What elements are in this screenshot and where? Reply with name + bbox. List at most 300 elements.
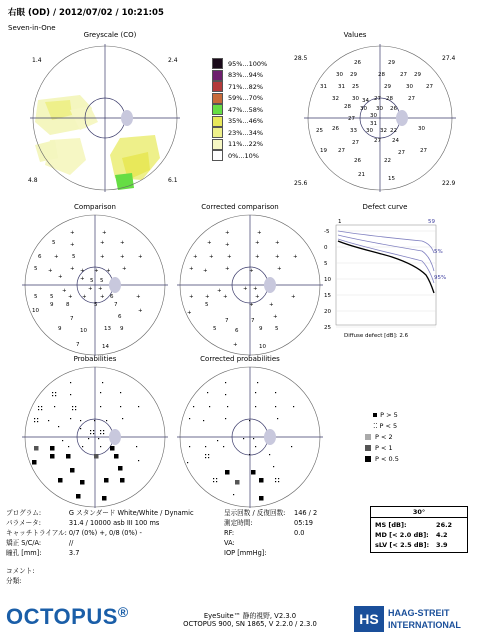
svg-text:30: 30: [406, 84, 413, 90]
svg-text:+: +: [207, 240, 212, 246]
probabilities-map: [10, 362, 190, 512]
prob-mark: [253, 438, 254, 439]
report-subtitle: Seven-in-One: [8, 24, 56, 32]
prob-mark: [205, 457, 206, 458]
svg-text:+: +: [253, 286, 258, 292]
prob-mark: [93, 433, 94, 434]
svg-text:+: +: [275, 240, 280, 246]
svg-text:28: 28: [344, 104, 351, 110]
greyscale-legend-item: 95%...100%: [212, 58, 267, 70]
prob-mark: [189, 418, 190, 419]
svg-text:+: +: [98, 286, 103, 292]
svg-text:22: 22: [390, 128, 397, 134]
prob-mark: [103, 433, 104, 434]
prob-mark: [217, 440, 218, 441]
svg-text:7: 7: [251, 318, 255, 324]
prob-mark: [273, 466, 274, 467]
svg-text:5: 5: [52, 240, 56, 246]
svg-text:7: 7: [76, 342, 80, 348]
prob-mark: [70, 394, 71, 395]
prob-mark: [68, 446, 69, 447]
svg-text:+: +: [94, 268, 99, 274]
svg-text:6: 6: [38, 254, 42, 260]
prob-mark: [213, 481, 214, 482]
comparison-map: [10, 210, 190, 360]
svg-text:+: +: [138, 254, 143, 260]
values-corner-bl: 25.6: [294, 180, 308, 187]
svg-text:27: 27: [400, 72, 407, 78]
defect-curve-tick: 15: [324, 293, 331, 299]
svg-text:+: +: [62, 288, 67, 294]
prob-mark: [88, 438, 89, 439]
svg-text:8: 8: [66, 302, 70, 308]
prob-mark: [100, 433, 101, 434]
prob-mark: [34, 446, 39, 451]
prob-mark: [225, 394, 226, 395]
svg-text:+: +: [88, 286, 93, 292]
legend-p-lt-1: P < 1: [365, 443, 399, 454]
defect-curve-tick: 10: [324, 277, 331, 283]
prob-mark: [50, 454, 55, 459]
prob-mark: [94, 454, 99, 459]
greyscale-patches: [35, 95, 160, 190]
prob-mark: [269, 454, 270, 455]
svg-text:28: 28: [378, 72, 385, 78]
prob-mark: [120, 406, 121, 407]
defect-curve-tick: -5: [324, 229, 330, 235]
prob-mark: [189, 446, 190, 447]
prob-mark: [225, 470, 230, 475]
svg-text:+: +: [100, 254, 105, 260]
prob-mark: [38, 406, 39, 407]
svg-text:+: +: [120, 254, 125, 260]
prob-mark: [80, 420, 81, 421]
svg-text:+: +: [269, 302, 274, 308]
legend-swatch: [212, 127, 223, 138]
legend-swatch: [212, 58, 223, 69]
svg-text:+: +: [255, 254, 260, 260]
svg-text:+: +: [193, 254, 198, 260]
prob-mark: [106, 420, 107, 421]
svg-text:27: 27: [338, 148, 345, 154]
prob-mark: [100, 406, 101, 407]
svg-text:+: +: [249, 268, 254, 274]
svg-text:32: 32: [380, 128, 387, 134]
greyscale-legend-item: 11%...22%: [212, 139, 267, 151]
prob-mark: [75, 409, 76, 410]
svg-text:14: 14: [102, 344, 109, 350]
prob-mark: [205, 446, 206, 447]
svg-text:5: 5: [275, 326, 279, 332]
svg-text:27: 27: [420, 148, 427, 154]
prob-mark: [55, 392, 56, 393]
prob-mark: [72, 409, 73, 410]
svg-text:5: 5: [205, 302, 209, 308]
greyscale-corner-br: 6.1: [168, 177, 178, 184]
prob-mark: [100, 446, 101, 447]
svg-text:5: 5: [34, 294, 38, 300]
svg-text:26: 26: [332, 126, 339, 132]
svg-text:31: 31: [370, 121, 377, 127]
svg-text:+: +: [68, 294, 73, 300]
legend-swatch: [212, 81, 223, 92]
haag-streit-logo: HS HAAG-STREIT INTERNATIONAL: [354, 604, 474, 636]
greyscale-legend-item: 71%...82%: [212, 81, 267, 93]
svg-text:+: +: [203, 268, 208, 274]
prob-mark: [209, 406, 210, 407]
prob-mark: [249, 420, 250, 421]
prob-mark: [34, 418, 35, 419]
hs-logo-icon: HS: [354, 606, 384, 632]
prob-mark: [275, 392, 276, 393]
svg-text:+: +: [243, 286, 248, 292]
svg-text:7: 7: [70, 316, 74, 322]
svg-text:+: +: [136, 294, 141, 300]
prob-mark: [32, 460, 37, 465]
prob-mark: [70, 382, 71, 383]
legend-p-lt-5: ⁚⁚ P < 5: [373, 422, 398, 430]
corrected-probabilities-map: [165, 362, 345, 512]
legend-swatch: [212, 93, 223, 104]
defect-curve-tick: 20: [324, 309, 331, 315]
svg-text:15: 15: [388, 176, 395, 182]
svg-text:+: +: [122, 266, 127, 272]
comment-label: コメント:: [6, 567, 35, 575]
prob-mark: [136, 446, 137, 447]
svg-text:+: +: [82, 294, 87, 300]
values-corner-br: 22.9: [442, 180, 456, 187]
defect-curve-chart: [322, 213, 452, 348]
svg-text:+: +: [54, 254, 59, 260]
svg-text:19: 19: [320, 148, 327, 154]
legend-swatch: [212, 70, 223, 81]
prob-mark: [103, 430, 104, 431]
svg-text:+: +: [138, 308, 143, 314]
defect-curve-tick: 25: [324, 325, 331, 331]
probabilities-title: Probabilities: [73, 355, 117, 363]
svg-text:+: +: [100, 294, 105, 300]
defect-curve-axis: [324, 229, 436, 331]
prob-mark: [110, 446, 115, 451]
defect-curve-tick: 5: [324, 261, 328, 267]
greyscale-corner-tr: 2.4: [168, 57, 178, 64]
prob-mark: [138, 460, 139, 461]
svg-text:6: 6: [118, 314, 122, 320]
svg-text:+: +: [233, 342, 238, 348]
svg-text:24: 24: [392, 138, 399, 144]
greyscale-legend-item: 83%...94%: [212, 70, 267, 82]
greyscale-legend-item: 59%...70%: [212, 93, 267, 105]
prob-mark: [76, 494, 81, 499]
svg-text:5: 5: [100, 278, 104, 284]
svg-text:25: 25: [352, 84, 359, 90]
svg-text:+: +: [48, 268, 53, 274]
prob-mark: [187, 462, 188, 463]
svg-text:26: 26: [354, 158, 361, 164]
prob-mark: [90, 433, 91, 434]
greyscale-corner-tl: 1.4: [32, 57, 42, 64]
diagnosis-label: 分類:: [6, 577, 22, 585]
svg-text:27: 27: [352, 140, 359, 146]
prob-mark: [62, 440, 63, 441]
probability-legend: [365, 410, 399, 465]
svg-text:+: +: [227, 254, 232, 260]
prob-mark: [225, 418, 226, 419]
prob-mark: [80, 480, 85, 485]
svg-text:32: 32: [332, 96, 339, 102]
prob-mark: [278, 478, 279, 479]
svg-text:26: 26: [354, 60, 361, 66]
legend-p-gt-5: P > 5: [365, 410, 399, 421]
values-title: Values: [343, 31, 367, 39]
greyscale-legend-item: 35%...46%: [212, 116, 267, 128]
prob-mark: [293, 406, 294, 407]
greyscale-legend: [212, 58, 267, 162]
defect-curve-pct-5: 5%: [434, 249, 443, 255]
svg-text:22: 22: [384, 158, 391, 164]
legend-swatch: [212, 150, 223, 161]
svg-text:+: +: [58, 274, 63, 280]
svg-text:27: 27: [374, 138, 381, 144]
svg-text:+: +: [223, 294, 228, 300]
legend-swatch: [212, 139, 223, 150]
prob-mark: [55, 395, 56, 396]
greyscale-legend-item: 47%...58%: [212, 104, 267, 116]
svg-text:7: 7: [114, 302, 118, 308]
svg-text:+: +: [225, 242, 230, 248]
prob-mark: [275, 481, 276, 482]
svg-text:27: 27: [374, 96, 381, 102]
legend-p-lt-05: P < 0.5: [365, 454, 399, 465]
svg-text:5: 5: [72, 254, 76, 260]
svg-text:+: +: [106, 268, 111, 274]
svg-text:+: +: [120, 240, 125, 246]
svg-text:6: 6: [110, 294, 114, 300]
svg-text:6: 6: [235, 328, 239, 334]
svg-text:27: 27: [408, 96, 415, 102]
svg-text:29: 29: [350, 72, 357, 78]
svg-text:26: 26: [390, 106, 397, 112]
svg-text:+: +: [275, 254, 280, 260]
prob-mark: [120, 392, 121, 393]
svg-text:+: +: [277, 266, 282, 272]
svg-text:5: 5: [213, 326, 217, 332]
svg-text:30: 30: [360, 106, 367, 112]
svg-text:+: +: [225, 266, 230, 272]
prob-mark: [255, 392, 256, 393]
svg-text:+: +: [225, 230, 230, 236]
prob-mark: [66, 454, 71, 459]
prob-mark: [259, 496, 264, 501]
svg-text:10: 10: [32, 308, 39, 314]
prob-mark: [52, 395, 53, 396]
defect-curve-pct-95: 95%: [434, 275, 447, 281]
prob-mark: [208, 454, 209, 455]
svg-text:30: 30: [370, 113, 377, 119]
exam-info-left: プログラム: G スタンダード White/White / Dynamic パラメータ: 31.4 / 10000 asb III 100 ms キャッチトライアル: 0/7 (0%) +, 0/8 (0%) - 矯正 S/C/A: // 瞳孔 [mm]: 3.7: [6, 509, 194, 557]
svg-text:+: +: [70, 230, 75, 236]
prob-mark: [98, 438, 99, 439]
svg-text:27: 27: [426, 84, 433, 90]
svg-text:+: +: [293, 254, 298, 260]
prob-mark: [52, 392, 53, 393]
svg-text:+: +: [102, 230, 107, 236]
greyscale-legend-item: 0%...10%: [212, 150, 267, 162]
prob-mark: [41, 409, 42, 410]
comparison-title: Comparison: [74, 203, 116, 211]
greyscale-title: Greyscale (CO): [83, 31, 137, 39]
prob-mark: [122, 418, 123, 419]
svg-text:28: 28: [386, 96, 393, 102]
legend-swatch: [212, 116, 223, 127]
svg-text:+: +: [257, 230, 262, 236]
prob-mark: [58, 478, 63, 483]
corrected-comparison-values: [187, 230, 298, 350]
legend-swatch: [212, 104, 223, 115]
svg-text:21: 21: [358, 172, 365, 178]
svg-text:+: +: [80, 268, 85, 274]
svg-text:5: 5: [90, 278, 94, 284]
prob-mark: [102, 382, 103, 383]
prob-mark: [275, 478, 276, 479]
prob-mark: [70, 418, 71, 419]
octopus-logo: OCTOPUS®: [6, 604, 129, 629]
svg-text:+: +: [273, 314, 278, 320]
prob-mark: [93, 430, 94, 431]
prob-mark: [37, 418, 38, 419]
svg-text:25: 25: [316, 128, 323, 134]
prob-mark: [38, 409, 39, 410]
defect-curve-top-left: 1: [338, 219, 342, 225]
prob-mark: [205, 454, 206, 455]
svg-text:34: 34: [362, 98, 369, 104]
svg-text:+: +: [70, 266, 75, 272]
svg-text:10: 10: [80, 328, 87, 334]
prob-mark: [257, 382, 258, 383]
svg-text:+: +: [249, 302, 254, 308]
svg-text:+: +: [189, 294, 194, 300]
prob-mark: [216, 481, 217, 482]
prob-mark: [80, 428, 81, 429]
svg-text:10: 10: [259, 344, 266, 350]
prob-mark: [90, 430, 91, 431]
svg-text:+: +: [100, 240, 105, 246]
values-corner-tl: 28.5: [294, 55, 308, 62]
values-corner-tr: 27.4: [442, 55, 456, 62]
svg-text:30: 30: [336, 72, 343, 78]
defect-curve-tick: 0: [324, 245, 328, 251]
prob-mark: [100, 430, 101, 431]
svg-text:29: 29: [388, 60, 395, 66]
corrected-probabilities-marks: [187, 382, 294, 501]
svg-text:+: +: [209, 254, 214, 260]
global-indices-box: 30° MS [dB]: 26.2 MD [< 2.0 dB]: 4.2 sLV [< 2.5 dB]: 3.9: [370, 506, 468, 553]
prob-mark: [193, 406, 194, 407]
report-title: 右眼 (OD) / 2012/07/02 / 10:21:05: [8, 8, 164, 18]
indices-header: 30°: [371, 507, 467, 518]
svg-text:13: 13: [104, 326, 111, 332]
legend-p-lt-2: P < 2: [365, 432, 399, 443]
svg-text:30: 30: [376, 106, 383, 112]
prob-mark: [275, 406, 276, 407]
svg-text:29: 29: [414, 72, 421, 78]
svg-text:+: +: [291, 294, 296, 300]
prob-mark: [255, 406, 256, 407]
svg-text:9: 9: [259, 326, 263, 332]
prob-mark: [291, 446, 292, 447]
svg-text:31: 31: [320, 84, 327, 90]
svg-text:+: +: [187, 310, 192, 316]
prob-mark: [54, 406, 55, 407]
prob-mark: [255, 446, 256, 447]
greyscale-corner-bl: 4.8: [28, 177, 38, 184]
prob-mark: [259, 478, 264, 483]
svg-text:9: 9: [120, 326, 124, 332]
svg-text:+: +: [255, 294, 260, 300]
exam-info-mid: 呈示回数 / 反復回数: 146 / 2 測定時間: 05:19 RF: 0.0 VA: IOP [mmHg]:: [224, 509, 318, 557]
svg-text:5: 5: [94, 302, 98, 308]
prob-mark: [118, 466, 123, 471]
prob-mark: [114, 454, 119, 459]
prob-mark: [41, 406, 42, 407]
values-numbers: [316, 60, 433, 182]
probabilities-marks: [32, 382, 139, 501]
svg-text:5: 5: [34, 266, 38, 272]
greyscale-legend-item: 23%...34%: [212, 127, 267, 139]
prob-mark: [208, 457, 209, 458]
svg-text:+: +: [189, 266, 194, 272]
prob-mark: [235, 480, 240, 485]
prob-mark: [223, 446, 224, 447]
prob-mark: [34, 421, 35, 422]
prob-mark: [72, 406, 73, 407]
prob-mark: [278, 481, 279, 482]
prob-mark: [249, 454, 250, 455]
prob-mark: [75, 406, 76, 407]
svg-text:9: 9: [58, 326, 62, 332]
prob-mark: [251, 470, 256, 475]
comparison-values: [32, 230, 143, 350]
corrected-probabilities-title: Corrected probabilities: [200, 355, 280, 363]
svg-text:7: 7: [225, 318, 229, 324]
prob-mark: [277, 418, 278, 419]
svg-text:30: 30: [366, 128, 373, 134]
svg-text:+: +: [255, 240, 260, 246]
prob-mark: [58, 426, 59, 427]
footer-software: EyeSuite™ 静的視野, V2.3.0 OCTOPUS 900, SN 1865, V 2.2.0 / 2.3.0: [183, 612, 317, 628]
svg-text:27: 27: [398, 150, 405, 156]
svg-text:33: 33: [350, 128, 357, 134]
prob-mark: [213, 478, 214, 479]
svg-text:29: 29: [384, 84, 391, 90]
svg-text:9: 9: [50, 302, 54, 308]
defect-curve-footer: Diffuse defect [dB]: 2.6: [344, 333, 409, 339]
prob-mark: [207, 392, 208, 393]
corrected-comparison-map: [165, 210, 345, 360]
prob-mark: [216, 478, 217, 479]
prob-mark: [227, 406, 228, 407]
prob-mark: [37, 421, 38, 422]
svg-text:+: +: [70, 242, 75, 248]
prob-mark: [243, 438, 244, 439]
prob-mark: [70, 468, 75, 473]
svg-text:27: 27: [348, 116, 355, 122]
svg-text:30: 30: [352, 96, 359, 102]
svg-text:31: 31: [338, 84, 345, 90]
svg-text:+: +: [205, 294, 210, 300]
prob-mark: [100, 392, 101, 393]
corrected-comparison-title: Corrected comparison: [201, 203, 279, 211]
